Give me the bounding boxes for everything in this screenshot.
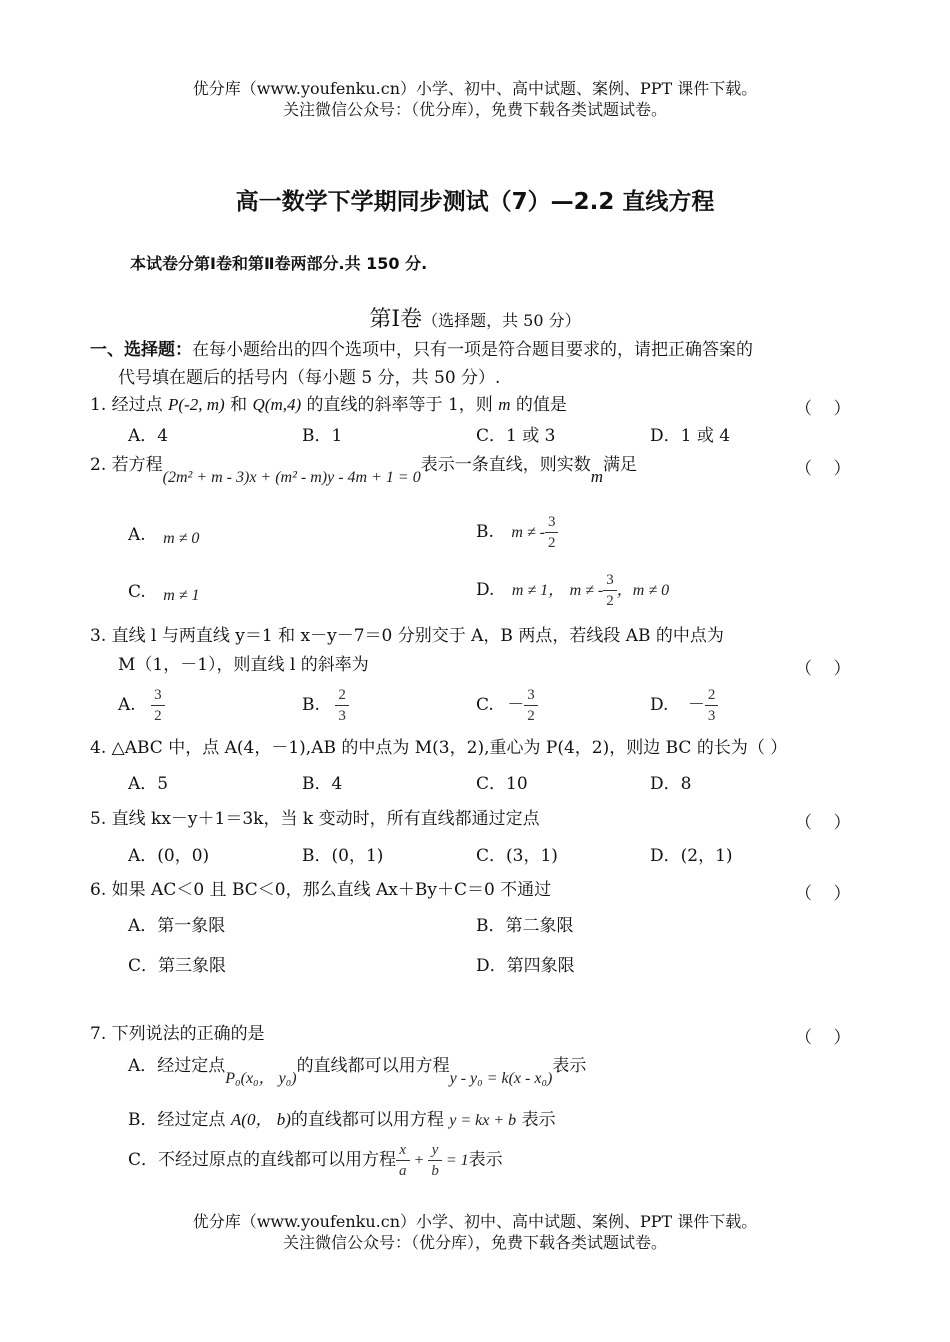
- q7-a-post: 表示: [552, 1056, 587, 1076]
- q7-option-c[interactable]: C．不经过原点的直线都可以用方程 $\frac{x}{a}$ + $\frac{y}{b}$ = 1表示: [128, 1142, 503, 1179]
- q3-b-fraction: [335, 685, 349, 726]
- q1-text-post: 的直线的斜率等于 1，则: [301, 395, 499, 415]
- q1-text-pre: 经过点: [111, 395, 169, 415]
- q6-option-c[interactable]: C．第三象限: [128, 956, 227, 976]
- q7-option-b[interactable]: [128, 1109, 556, 1132]
- q6-number: 6.: [90, 880, 107, 900]
- q2-b-label: B.: [476, 522, 494, 542]
- q7-c-b: b: [431, 1163, 439, 1179]
- q2-d-expr-3: ，m ≠ 0: [616, 582, 670, 599]
- question-5: [90, 808, 540, 830]
- q5-option-a[interactable]: A．(0，0): [128, 846, 210, 866]
- q5-number: 5.: [90, 809, 107, 829]
- q4-option-d[interactable]: D．8: [650, 774, 692, 794]
- q5-option-d[interactable]: D．(2，1): [650, 846, 733, 866]
- q7-c-fraction-x: [396, 1140, 410, 1181]
- q2-b-expr: m ≠ -: [511, 524, 545, 541]
- q2-b-den: 2: [547, 535, 556, 551]
- q2-text-pre: 若方程: [111, 455, 163, 475]
- q7-text: 下列说法的正确的是: [111, 1024, 265, 1044]
- section-line-2: 代号填在题后的括号内（每小题 5 分，共 50 分）.: [118, 368, 501, 388]
- q2-text-post: 表示一条直线，则实数: [420, 455, 591, 475]
- q1-number: 1.: [90, 395, 107, 415]
- q3-c-label: C.: [476, 695, 494, 715]
- intro: 本试卷分第Ⅰ卷和第Ⅱ卷两部分.共 150 分.: [130, 254, 428, 273]
- q1-option-b[interactable]: B．1: [302, 426, 343, 446]
- q2-equation: (2m² + m - 3)x + (m² - m)y - 4m + 1 = 0: [162, 469, 421, 486]
- q7-answer-blank[interactable]: （ ）: [795, 1028, 851, 1048]
- q3-d-num: 2: [705, 685, 719, 706]
- q2-c-label: C.: [128, 582, 146, 602]
- q2-answer-blank[interactable]: （ ）: [795, 459, 851, 479]
- q2-d-den: 2: [606, 593, 614, 609]
- q1-option-d[interactable]: D．1 或 4: [650, 426, 731, 446]
- q3-c-fraction: [524, 685, 538, 726]
- question-3: [90, 625, 724, 647]
- q5-answer-blank[interactable]: （ ）: [795, 813, 851, 833]
- q7-c-fraction-y: [428, 1140, 442, 1181]
- q3-b-label: B.: [302, 695, 320, 715]
- q7-c-y: y: [428, 1140, 442, 1161]
- q2-d-label: D.: [476, 580, 495, 600]
- part-1-name: 第Ⅰ卷: [369, 307, 423, 332]
- q7-c-pre: C．不经过原点的直线都可以用方程: [128, 1150, 397, 1170]
- q3-option-b[interactable]: [302, 685, 349, 726]
- q4-number: 4.: [90, 738, 107, 758]
- q7-number: 7.: [90, 1024, 107, 1044]
- q7-a-point: P₀(x₀， y₀): [225, 1070, 297, 1087]
- q4-option-c[interactable]: C．10: [476, 774, 528, 794]
- q1-point-p: P(-2, m): [168, 395, 225, 414]
- q2-d-num: 3: [603, 570, 617, 591]
- q2-a-label: A.: [128, 525, 146, 545]
- q1-text-mid: 和: [224, 395, 253, 415]
- q3-c-sign: －: [507, 695, 525, 715]
- q1-point-q: Q(m,4): [252, 395, 302, 414]
- q3-d-sign: －: [687, 695, 705, 715]
- q4-text: △ABC 中，点 A(4，－1),AB 的中点为 M(3，2),重心为 P(4，2)，则边 BC 的长为（ ）: [111, 738, 788, 758]
- section-label: 一、选择题：: [90, 340, 192, 360]
- part-1-note: （选择题，共 50 分）: [422, 311, 581, 330]
- q3-line-2: M（1，－1），则直线 l 的斜率为: [118, 655, 369, 675]
- q3-a-fraction: [151, 685, 165, 726]
- q2-a-expr: m ≠ 0: [163, 530, 200, 547]
- q3-option-d[interactable]: [650, 685, 718, 726]
- q1-var: m: [498, 395, 511, 414]
- q2-option-d[interactable]: [476, 570, 669, 611]
- q2-option-c[interactable]: [128, 581, 200, 604]
- q7-b-mid: 的直线都可以用方程: [290, 1110, 450, 1130]
- q4-option-b[interactable]: B．4: [302, 774, 343, 794]
- q7-b-pre: B．经过定点: [128, 1110, 231, 1130]
- q3-a-label: A.: [118, 695, 136, 715]
- q1-text-end: 的值是: [510, 395, 567, 415]
- q7-b-post: 表示: [516, 1110, 556, 1130]
- header-line-1: 优分库（www.youfenku.cn）小学、初中、高中试题、案例、PPT 课件下载。: [192, 79, 758, 98]
- header-line-2: 关注微信公众号：（优分库），免费下载各类试题试卷。: [282, 100, 667, 119]
- footer-line-1: 优分库（www.youfenku.cn）小学、初中、高中试题、案例、PPT 课件下载。: [192, 1212, 758, 1231]
- q3-d-fraction: [705, 685, 719, 726]
- q3-d-label: D.: [650, 695, 669, 715]
- footer-line-2: 关注微信公众号：（优分库），免费下载各类试题试卷。: [282, 1233, 667, 1252]
- q3-c-num: 3: [524, 685, 538, 706]
- q7-c-eq-post: = 1: [441, 1152, 469, 1169]
- q5-option-c[interactable]: C．(3，1): [476, 846, 558, 866]
- q6-option-a[interactable]: A．第一象限: [128, 916, 226, 936]
- q3-c-den: 2: [527, 708, 535, 724]
- q2-d-fraction: [603, 570, 617, 611]
- q2-c-expr: m ≠ 1: [163, 587, 200, 604]
- q2-d-expr-1: m ≠ 1，: [511, 582, 565, 599]
- q3-option-c[interactable]: [476, 685, 538, 726]
- q1-answer-blank[interactable]: （ ）: [795, 399, 851, 419]
- q2-number: 2.: [90, 455, 107, 475]
- q7-a-pre: A．经过定点: [128, 1056, 226, 1076]
- q3-a-den: 2: [154, 708, 162, 724]
- q3-option-a[interactable]: [118, 685, 165, 726]
- q5-option-b[interactable]: B．(0，1): [302, 846, 384, 866]
- q3-b-den: 3: [338, 708, 346, 724]
- q3-d-den: 3: [707, 708, 716, 724]
- question-7: [90, 1023, 265, 1045]
- q3-answer-blank[interactable]: （ ）: [795, 659, 851, 679]
- question-4: [90, 737, 787, 759]
- q1-option-c[interactable]: C．1 或 3: [476, 426, 556, 446]
- q2-var: m: [590, 467, 603, 486]
- q2-option-b[interactable]: [476, 512, 558, 553]
- q2-text-end: 满足: [602, 455, 637, 475]
- q2-b-num: 3: [545, 512, 559, 533]
- q3-number: 3.: [90, 626, 107, 646]
- q7-a-equation: y - y₀ = k(x - x₀): [449, 1070, 553, 1087]
- part-1-heading: [0, 309, 950, 332]
- q1-option-a[interactable]: A．4: [128, 426, 169, 446]
- q3-line-1: 直线 l 与两直线 y＝1 和 x－y－7＝0 分别交于 A，B 两点，若线段 AB 的中点为: [111, 626, 724, 646]
- q4-option-a[interactable]: A．5: [128, 774, 169, 794]
- q6-answer-blank[interactable]: （ ）: [795, 884, 851, 904]
- q2-b-fraction: [545, 512, 559, 553]
- q2-d-expr-2: m ≠ -: [569, 582, 604, 599]
- section-line-1: 在每小题给出的四个选项中，只有一项是符合题目要求的，请把正确答案的: [192, 340, 753, 360]
- question-2: [90, 454, 637, 486]
- q7-c-x: x: [396, 1140, 410, 1161]
- q6-text: 如果 AC＜0 且 BC＜0，那么直线 Ax＋By＋C＝0 不通过: [111, 880, 552, 900]
- q3-a-num: 3: [151, 685, 165, 706]
- section-instructions: [90, 339, 753, 361]
- q2-option-a[interactable]: [128, 524, 199, 547]
- question-6: [90, 879, 551, 901]
- q3-b-num: 2: [335, 685, 349, 706]
- q6-option-b[interactable]: B．第二象限: [476, 916, 574, 936]
- question-1: [90, 394, 567, 416]
- q7-option-a[interactable]: [128, 1055, 587, 1087]
- q7-b-equation: y = kx + b: [449, 1112, 517, 1129]
- q5-text: 直线 kx－y＋1＝3k，当 k 变动时，所有直线都通过定点: [111, 809, 540, 829]
- page-title: 高一数学下学期同步测试（7）—2.2 直线方程: [235, 189, 715, 215]
- q7-b-point: A(0， b): [230, 1110, 291, 1129]
- q7-a-mid: 的直线都可以用方程: [296, 1056, 450, 1076]
- q7-c-a: a: [399, 1163, 407, 1179]
- q6-option-d[interactable]: D．第四象限: [476, 956, 575, 976]
- q7-c-post: 表示: [468, 1150, 503, 1170]
